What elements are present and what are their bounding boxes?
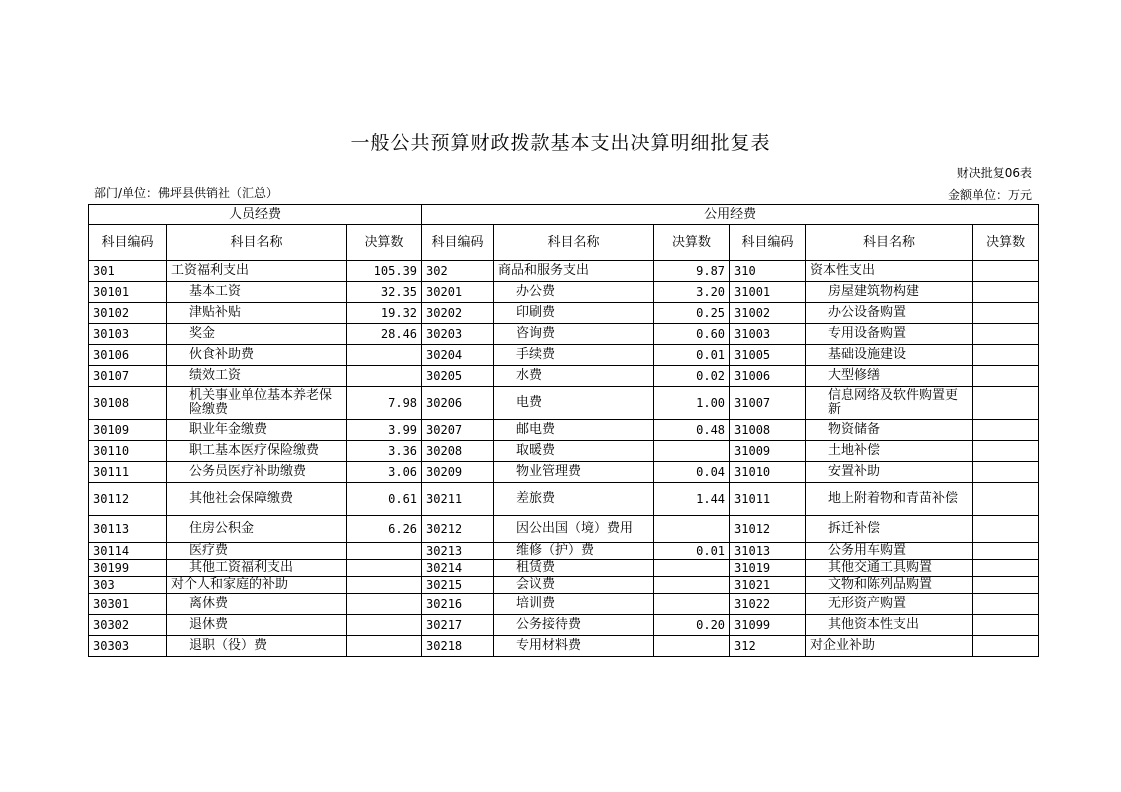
subject-name-cell: 安置补助 <box>806 462 973 483</box>
amount-unit-label: 金额单位：万元 <box>947 188 1032 202</box>
subject-name-cell: 伙食补助费 <box>167 345 347 366</box>
subject-name-cell: 退休费 <box>167 615 347 636</box>
amount-cell <box>973 261 1039 282</box>
subject-name-cell: 物业管理费 <box>494 462 654 483</box>
amount-cell: 19.32 <box>347 303 422 324</box>
column-header-name: 科目名称 <box>494 225 654 261</box>
subject-name-cell: 专用设备购置 <box>806 324 973 345</box>
subject-code-cell: 30114 <box>89 543 167 560</box>
subject-name-cell: 对个人和家庭的补助 <box>167 577 347 594</box>
subject-name-cell: 离休费 <box>167 594 347 615</box>
table-row <box>89 366 1039 387</box>
amount-cell <box>654 594 730 615</box>
table-row <box>89 261 1039 282</box>
amount-cell <box>973 462 1039 483</box>
subject-code-cell: 30211 <box>422 483 494 516</box>
subject-code-cell: 30214 <box>422 560 494 577</box>
subject-code-cell: 312 <box>730 636 806 657</box>
subject-code-cell: 30215 <box>422 577 494 594</box>
subject-name-cell: 大型修缮 <box>806 366 973 387</box>
subject-code-cell: 30103 <box>89 324 167 345</box>
column-header-amount: 决算数 <box>973 225 1039 261</box>
amount-cell: 3.36 <box>347 441 422 462</box>
amount-cell: 3.20 <box>654 282 730 303</box>
subject-code-cell: 31001 <box>730 282 806 303</box>
table-row <box>89 462 1039 483</box>
amount-cell: 9.87 <box>654 261 730 282</box>
amount-cell <box>973 366 1039 387</box>
amount-cell <box>654 560 730 577</box>
subject-name-cell: 机关事业单位基本养老保险缴费 <box>167 387 347 420</box>
subject-name-cell: 培训费 <box>494 594 654 615</box>
subject-code-cell: 30112 <box>89 483 167 516</box>
subject-name-cell: 其他社会保障缴费 <box>167 483 347 516</box>
column-header-amount: 决算数 <box>347 225 422 261</box>
table-row <box>89 577 1039 594</box>
subject-name-cell: 水费 <box>494 366 654 387</box>
subject-code-cell: 31099 <box>730 615 806 636</box>
amount-cell: 3.99 <box>347 420 422 441</box>
subject-name-cell: 专用材料费 <box>494 636 654 657</box>
amount-cell <box>654 636 730 657</box>
subject-name-cell: 无形资产购置 <box>806 594 973 615</box>
subject-name-cell: 其他工资福利支出 <box>167 560 347 577</box>
amount-cell <box>973 615 1039 636</box>
table-row <box>89 303 1039 324</box>
amount-cell <box>347 543 422 560</box>
amount-cell <box>973 303 1039 324</box>
table-row <box>89 516 1039 543</box>
amount-cell <box>973 560 1039 577</box>
subject-code-cell: 30302 <box>89 615 167 636</box>
subject-name-cell: 土地补偿 <box>806 441 973 462</box>
subject-code-cell: 30110 <box>89 441 167 462</box>
subject-name-cell: 绩效工资 <box>167 366 347 387</box>
subject-code-cell: 30216 <box>422 594 494 615</box>
amount-cell: 0.48 <box>654 420 730 441</box>
subject-code-cell: 30203 <box>422 324 494 345</box>
amount-cell: 105.39 <box>347 261 422 282</box>
subject-code-cell: 30102 <box>89 303 167 324</box>
amount-cell <box>654 441 730 462</box>
table-row <box>89 282 1039 303</box>
amount-cell <box>973 594 1039 615</box>
subject-code-cell: 31021 <box>730 577 806 594</box>
column-header-code: 科目编码 <box>422 225 494 261</box>
subject-code-cell: 31002 <box>730 303 806 324</box>
amount-cell <box>973 441 1039 462</box>
subject-name-cell: 咨询费 <box>494 324 654 345</box>
subject-name-cell: 资本性支出 <box>806 261 973 282</box>
subject-code-cell: 302 <box>422 261 494 282</box>
group-header-personnel: 人员经费 <box>89 205 422 225</box>
amount-cell <box>973 516 1039 543</box>
subject-name-cell: 其他交通工具购置 <box>806 560 973 577</box>
amount-cell <box>347 636 422 657</box>
amount-cell: 0.60 <box>654 324 730 345</box>
amount-cell <box>347 577 422 594</box>
amount-cell: 1.44 <box>654 483 730 516</box>
subject-name-cell: 公务用车购置 <box>806 543 973 560</box>
subject-code-cell: 30212 <box>422 516 494 543</box>
subject-code-cell: 30209 <box>422 462 494 483</box>
amount-cell: 32.35 <box>347 282 422 303</box>
subject-name-cell: 邮电费 <box>494 420 654 441</box>
group-header-public: 公用经费 <box>422 205 1039 225</box>
amount-cell <box>973 483 1039 516</box>
subject-name-cell: 公务接待费 <box>494 615 654 636</box>
table-row <box>89 345 1039 366</box>
subject-name-cell: 因公出国（境）费用 <box>494 516 654 543</box>
subject-code-cell: 31005 <box>730 345 806 366</box>
subject-name-cell: 工资福利支出 <box>167 261 347 282</box>
subject-name-cell: 维修（护）费 <box>494 543 654 560</box>
subject-code-cell: 30205 <box>422 366 494 387</box>
amount-cell: 0.61 <box>347 483 422 516</box>
subject-code-cell: 30208 <box>422 441 494 462</box>
column-header-name: 科目名称 <box>806 225 973 261</box>
department-label: 部门/单位：佛坪县供销社（汇总） <box>94 186 279 200</box>
amount-cell: 0.01 <box>654 543 730 560</box>
subject-name-cell: 住房公积金 <box>167 516 347 543</box>
table-row <box>89 636 1039 657</box>
subject-name-cell: 商品和服务支出 <box>494 261 654 282</box>
table-row <box>89 441 1039 462</box>
amount-cell <box>347 615 422 636</box>
amount-cell: 0.20 <box>654 615 730 636</box>
subject-name-cell: 差旅费 <box>494 483 654 516</box>
amount-cell: 0.04 <box>654 462 730 483</box>
subject-code-cell: 301 <box>89 261 167 282</box>
subject-name-cell: 基础设施建设 <box>806 345 973 366</box>
page-title: 一般公共预算财政拨款基本支出决算明细批复表 <box>350 132 771 154</box>
subject-name-cell: 物资储备 <box>806 420 973 441</box>
table-row <box>89 615 1039 636</box>
expenditure-table <box>88 204 1039 657</box>
subject-code-cell: 30207 <box>422 420 494 441</box>
amount-cell <box>973 543 1039 560</box>
subject-code-cell: 31019 <box>730 560 806 577</box>
subject-name-cell: 职业年金缴费 <box>167 420 347 441</box>
amount-cell <box>973 345 1039 366</box>
subject-code-cell: 31010 <box>730 462 806 483</box>
subject-code-cell: 31006 <box>730 366 806 387</box>
amount-cell <box>654 577 730 594</box>
subject-code-cell: 30201 <box>422 282 494 303</box>
column-header-code: 科目编码 <box>89 225 167 261</box>
table-row <box>89 324 1039 345</box>
table-row <box>89 387 1039 420</box>
subject-code-cell: 31013 <box>730 543 806 560</box>
amount-cell <box>347 560 422 577</box>
amount-cell: 1.00 <box>654 387 730 420</box>
subject-code-cell: 31008 <box>730 420 806 441</box>
amount-cell <box>973 420 1039 441</box>
column-header-amount: 决算数 <box>654 225 730 261</box>
table-row <box>89 420 1039 441</box>
subject-name-cell: 会议费 <box>494 577 654 594</box>
subject-code-cell: 30217 <box>422 615 494 636</box>
subject-name-cell: 手续费 <box>494 345 654 366</box>
amount-cell <box>654 516 730 543</box>
amount-cell: 7.98 <box>347 387 422 420</box>
amount-cell: 6.26 <box>347 516 422 543</box>
table-row <box>89 560 1039 577</box>
subject-code-cell: 30213 <box>422 543 494 560</box>
amount-cell <box>347 366 422 387</box>
subject-code-cell: 31022 <box>730 594 806 615</box>
amount-cell <box>973 324 1039 345</box>
subject-code-cell: 31009 <box>730 441 806 462</box>
amount-cell <box>973 282 1039 303</box>
subject-code-cell: 310 <box>730 261 806 282</box>
subject-name-cell: 其他资本性支出 <box>806 615 973 636</box>
subject-name-cell: 公务员医疗补助缴费 <box>167 462 347 483</box>
subject-code-cell: 303 <box>89 577 167 594</box>
subject-name-cell: 地上附着物和青苗补偿 <box>806 483 973 516</box>
amount-cell <box>347 345 422 366</box>
subject-name-cell: 医疗费 <box>167 543 347 560</box>
subject-code-cell: 30106 <box>89 345 167 366</box>
amount-cell <box>973 387 1039 420</box>
subject-name-cell: 办公设备购置 <box>806 303 973 324</box>
subject-code-cell: 30111 <box>89 462 167 483</box>
subject-code-cell: 30204 <box>422 345 494 366</box>
subject-code-cell: 30109 <box>89 420 167 441</box>
column-header-code: 科目编码 <box>730 225 806 261</box>
amount-cell: 0.02 <box>654 366 730 387</box>
subject-name-cell: 办公费 <box>494 282 654 303</box>
amount-cell: 3.06 <box>347 462 422 483</box>
subject-code-cell: 30303 <box>89 636 167 657</box>
subject-name-cell: 退职（役）费 <box>167 636 347 657</box>
subject-code-cell: 30113 <box>89 516 167 543</box>
column-header-name: 科目名称 <box>167 225 347 261</box>
subject-name-cell: 房屋建筑物构建 <box>806 282 973 303</box>
subject-name-cell: 职工基本医疗保险缴费 <box>167 441 347 462</box>
subject-name-cell: 对企业补助 <box>806 636 973 657</box>
form-number: 财决批复06表 <box>956 166 1032 180</box>
table-row <box>89 594 1039 615</box>
subject-code-cell: 31007 <box>730 387 806 420</box>
subject-code-cell: 30107 <box>89 366 167 387</box>
subject-code-cell: 31011 <box>730 483 806 516</box>
subject-name-cell: 电费 <box>494 387 654 420</box>
subject-name-cell: 取暖费 <box>494 441 654 462</box>
subject-name-cell: 文物和陈列品购置 <box>806 577 973 594</box>
amount-cell <box>973 577 1039 594</box>
amount-cell: 0.25 <box>654 303 730 324</box>
amount-cell <box>347 594 422 615</box>
subject-code-cell: 30199 <box>89 560 167 577</box>
subject-name-cell: 拆迁补偿 <box>806 516 973 543</box>
subject-name-cell: 基本工资 <box>167 282 347 303</box>
subject-code-cell: 30218 <box>422 636 494 657</box>
subject-code-cell: 30101 <box>89 282 167 303</box>
subject-name-cell: 奖金 <box>167 324 347 345</box>
table-row <box>89 543 1039 560</box>
amount-cell: 28.46 <box>347 324 422 345</box>
amount-cell: 0.01 <box>654 345 730 366</box>
subject-name-cell: 租赁费 <box>494 560 654 577</box>
table-row <box>89 483 1039 516</box>
subject-code-cell: 30206 <box>422 387 494 420</box>
subject-name-cell: 信息网络及软件购置更新 <box>806 387 973 420</box>
subject-code-cell: 31003 <box>730 324 806 345</box>
subject-name-cell: 津贴补贴 <box>167 303 347 324</box>
subject-code-cell: 31012 <box>730 516 806 543</box>
subject-code-cell: 30108 <box>89 387 167 420</box>
subject-code-cell: 30301 <box>89 594 167 615</box>
subject-code-cell: 30202 <box>422 303 494 324</box>
subject-name-cell: 印刷费 <box>494 303 654 324</box>
amount-cell <box>973 636 1039 657</box>
